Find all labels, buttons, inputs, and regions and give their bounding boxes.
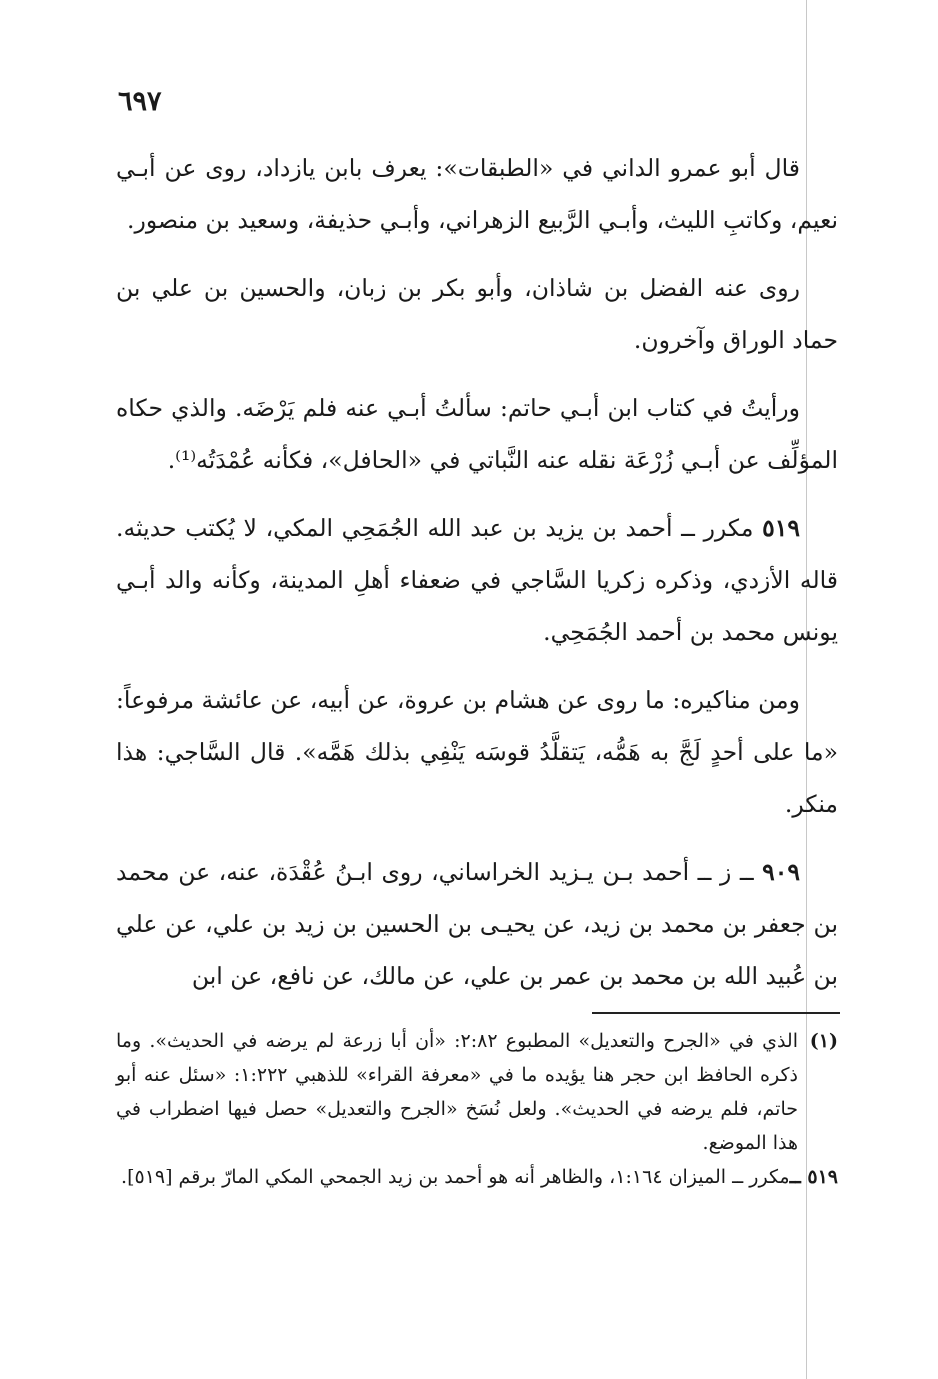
footnotes (116, 1024, 838, 1194)
paragraph-text: مكرر ــ أحمد بن يزيد بن عبد الله الجُمَحِي المكي، لا يُكتب حديثه. قاله الأزدي، وذكره زكريا السَّاجي في ضعفاء أهلِ المدينة، وكأنه والد أبـي يونس محمد بن أحمد الجُمَحِي. (116, 514, 838, 646)
footnote (116, 1024, 838, 1160)
paragraph (116, 674, 838, 830)
footnote-number: ٥١٩ ــ (789, 1166, 838, 1188)
footnote-text: الذي في «الجرح والتعديل» المطبوع ٢:٨٢: «أن أبا زرعة لم يرضه في الحديث». وما ذكره الحافظ ابن حجر هنا يؤيده ما في «معرفة القراء» للذهبي ١:٢٢٢: «سئل عنه أبو حاتم، فلم يرضه في الحديث». ولعل نُسَخ «الجرح والتعديل» حصل فيها اضطراب في هذا الموضع. (116, 1030, 798, 1154)
paragraph-text: ــ ز ــ أحمد بـن يـزيد الخراساني، روى ابـنُ عُقْدَة، عنه، عن محمد بن جعفر بن محمد بن زيد، عن يحيـى بن الحسين بن زيد بن علي، عن علي بن عُبيد الله بن محمد بن عمر بن علي، عن مالك، عن نافع، عن ابن (116, 858, 838, 990)
paragraph-text: روى عنه الفضل بن شاذان، وأبو بكر بن زبان، والحسين بن علي بن حماد الوراق وآخرون. (116, 274, 838, 354)
paragraph (116, 382, 838, 486)
main-text (116, 142, 838, 1018)
footnote (116, 1160, 838, 1194)
entry-paragraph (116, 502, 838, 658)
paragraph (116, 142, 838, 246)
footnote-text: مكرر ــ الميزان ١:١٦٤، والظاهر أنه هو أحمد بن زيد الجمحي المكي المارّ برقم [٥١٩]. (121, 1166, 790, 1188)
paragraph (116, 262, 838, 366)
paragraph-text: ومن مناكيره: ما روى عن هشام بن عروة، عن أبيه، عن عائشة مرفوعاً: «ما على أحدٍ لَجَّ به هَمُّه، يَتقلَّدُ قوسَه يَنْفِي بذلك هَمَّه». قال السَّاجي: هذا منكر. (116, 686, 838, 818)
footnote-separator (592, 1012, 840, 1014)
entry-number: ٩٠٩ (762, 858, 800, 886)
paragraph-text: ورأيتُ في كتاب ابن أبـي حاتم: سألتُ أبـي عنه فلم يَرْضَه. والذي حكاه المؤلِّف عن أبـي زُرْعَة نقله عنه النَّباتي في «الحافل»، فكأنه عُمْدَتُه⁽¹⁾. (116, 394, 838, 474)
entry-paragraph (116, 846, 838, 1002)
footnote-number: (١) (809, 1030, 838, 1052)
page-number: ٦٩٧ (118, 86, 162, 117)
paragraph-text: قال أبو عمرو الداني في «الطبقات»: يعرف بابن يازداد، روى عن أبـي نعيم، وكاتبِ الليث، وأبـي الرَّبيع الزهراني، وأبـي حذيفة، وسعيد بن منصور. (116, 154, 838, 234)
entry-number: ٥١٩ (762, 514, 800, 542)
